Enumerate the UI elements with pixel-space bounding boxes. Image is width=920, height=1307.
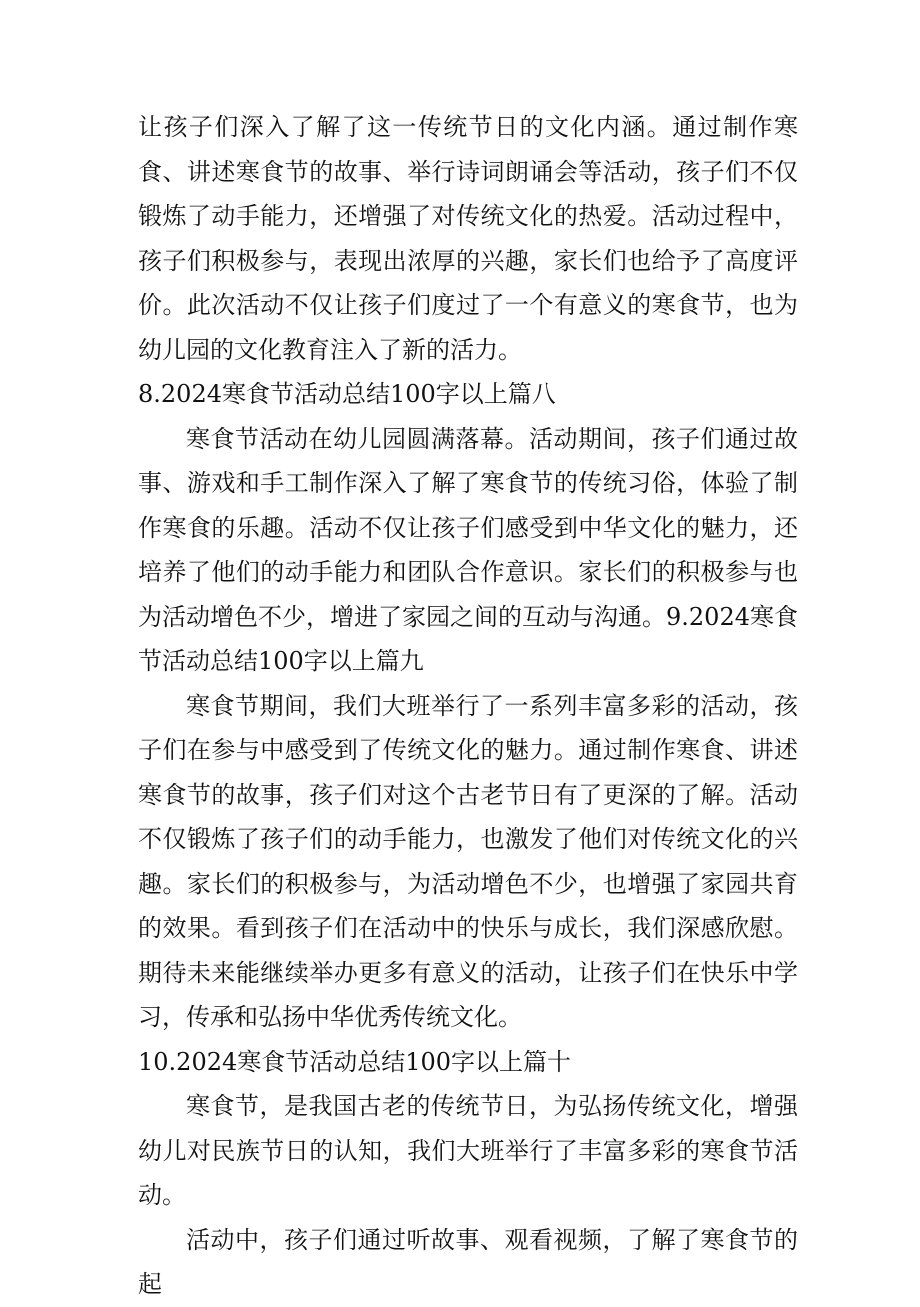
paragraph-section-10-activity: 活动中，孩子们通过听故事、观看视频，了解了寒食节的起 [138,1225,798,1298]
section-heading-10: 10.2024寒食节活动总结100字以上篇十 [138,1047,572,1076]
paragraph-section-8: 寒食节活动在幼儿园圆满落幕。活动期间，孩子们通过故事、游戏和手工制作深入了解了寒食节的传统习俗，体验了制作寒食的乐趣。活动不仅让孩子们感受到中华文化的魅力，还培养了他们的动手能力和团队合作意识。家长们的积极参与也为活动增色不少，增进了家园之间的互动与沟通。9.2024寒食节活动总结100字以上篇九 [138,424,798,675]
paragraph-section-9: 寒食节期间，我们大班举行了一系列丰富多彩的活动，孩子们在参与中感受到了传统文化的魅力。通过制作寒食、讲述寒食节的故事，孩子们对这个古老节日有了更深的了解。活动不仅锻炼了孩子们的动手能力，也激发了他们对传统文化的兴趣。家长们的积极参与，为活动增色不少，也增强了家园共育的效果。看到孩子们在活动中的快乐与成长，我们深感欣慰。期待未来能继续举办更多有意义的活动，让孩子们在快乐中学习，传承和弘扬中华优秀传统文化。 [138,691,798,1031]
document-body [138,105,798,1307]
section-heading-8: 8.2024寒食节活动总结100字以上篇八 [138,380,556,408]
paragraph-section-10-intro: 寒食节，是我国古老的传统节日，为弘扬传统文化，增强幼儿对民族节日的认知，我们大班举行了丰富多彩的寒食节活动。 [138,1092,798,1209]
paragraph-continuation: 让孩子们深入了解了这一传统节日的文化内涵。通过制作寒食、讲述寒食节的故事、举行诗词朗诵会等活动，孩子们不仅锻炼了动手能力，还增强了对传统文化的热爱。活动过程中，孩子们积极参与，表现出浓厚的兴趣，家长们也给予了高度评价。此次活动不仅让孩子们度过了一个有意义的寒食节，也为幼儿园的文化教育注入了新的活力。 [138,113,798,364]
